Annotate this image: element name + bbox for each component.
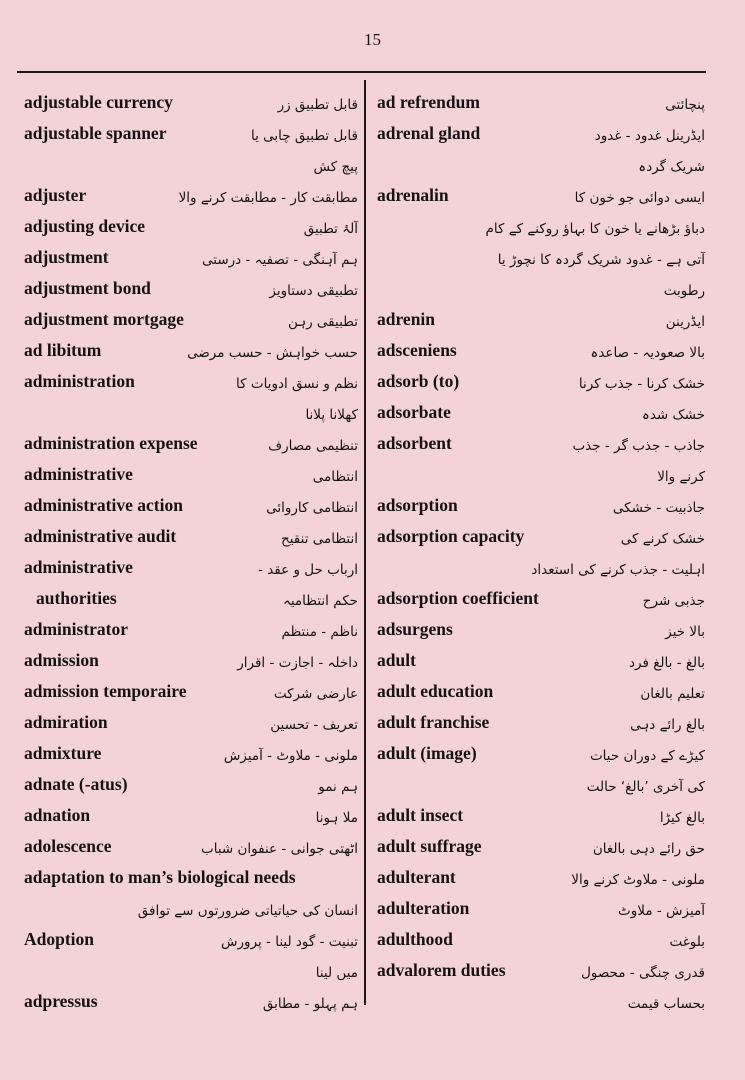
entry-definition: تعلیم بالغان	[640, 686, 705, 702]
dictionary-entry	[377, 803, 705, 834]
entry-definition: پنچائتی	[665, 97, 705, 113]
entry-definition: بالا صعودیہ - صاعدہ	[590, 345, 705, 361]
dictionary-entry	[24, 679, 358, 710]
entry-definition: ایسی دوائی جو خون کا دباؤ بڑھانے یا خون کا بہاؤ روکنے کے کام آتی ہے - غدود شریک گردہ کا نچوڑ یا رطوبت	[485, 190, 705, 299]
entry-definition: ملونی - ملاوٹ کرنے والا	[571, 872, 705, 888]
entry-term: administrative	[24, 464, 133, 484]
entry-definition: تعریف - تحسین	[270, 717, 358, 733]
entry-definition: ملا ہونا	[315, 810, 358, 826]
dictionary-entry	[377, 338, 705, 369]
entry-definition: کیڑے کے دوران حیات کی آخری ’بالغ‘ حالت	[586, 748, 705, 795]
dictionary-entry	[377, 183, 705, 307]
entry-definition: تبنیت - گود لینا - پرورش میں لینا	[221, 934, 358, 981]
entry-term: adjustment mortgage	[24, 309, 184, 329]
dictionary-entry	[24, 927, 358, 989]
dictionary-entry	[24, 834, 358, 865]
entry-definition: ہم آہنگی - تصفیہ - درستی	[202, 252, 358, 268]
entry-definition: جاذب - جذب گر - جذب کرنے والا	[572, 438, 705, 485]
entry-term: ad libitum	[24, 340, 102, 360]
dictionary-entry	[24, 865, 358, 927]
entry-term: adjuster	[24, 185, 87, 205]
dictionary-entry	[24, 772, 358, 803]
dictionary-entry	[24, 245, 358, 276]
entry-definition: ایڈرینل غدود - غدود شریک گردہ	[594, 128, 705, 175]
entry-definition: بالغ رائے دہی	[630, 717, 705, 733]
entry-definition: ناظم - منتظم	[281, 624, 358, 640]
entry-definition: خشک کرنے کی اہلیت - جذب کرنے کی استعداد	[531, 531, 705, 578]
entry-term: adsurgens	[377, 619, 453, 639]
entry-term: adulthood	[377, 929, 453, 949]
entry-term: adjustment	[24, 247, 109, 267]
entry-term: advalorem duties	[377, 960, 506, 980]
dictionary-entry	[377, 617, 705, 648]
page-number: 15	[364, 30, 381, 49]
entry-term: adult franchise	[377, 712, 490, 732]
dictionary-entry	[377, 431, 705, 493]
entry-definition: ایڈرینن	[665, 314, 705, 330]
entry-term: adsorbate	[377, 402, 451, 422]
dictionary-entry	[377, 710, 705, 741]
dictionary-entry	[24, 555, 358, 586]
dictionary-entry	[24, 338, 358, 369]
entry-definition: مطابقت کار - مطابقت کرنے والا	[178, 190, 358, 206]
entry-term: adsorption	[377, 495, 458, 515]
dictionary-entry	[24, 617, 358, 648]
dictionary-entry	[377, 90, 705, 121]
entry-definition: جذبی شرح	[642, 593, 705, 609]
entry-definition: قابل تطبیق زر	[277, 97, 358, 113]
dictionary-entry	[24, 524, 358, 555]
dictionary-entry	[24, 307, 358, 338]
entry-term: adulteration	[377, 898, 470, 918]
entry-term: adult education	[377, 681, 494, 701]
entry-definition: داخلہ - اجازت - اقرار	[237, 655, 358, 671]
entry-definition: قدری چنگی - محصول بحساب قیمت	[581, 965, 705, 1012]
dictionary-entry	[377, 648, 705, 679]
entry-definition: ارباب حل و عقد -	[258, 562, 358, 578]
entry-term: administration	[24, 371, 135, 391]
dictionary-entry	[377, 400, 705, 431]
entry-definition: ہم نمو	[318, 779, 358, 795]
entry-term: adnation	[24, 805, 91, 825]
entry-term: adaptation to man’s biological needs	[24, 867, 296, 887]
dictionary-entry	[24, 741, 358, 772]
entry-definition: تنظیمی مصارف	[268, 438, 358, 454]
entry-term: admission	[24, 650, 99, 670]
entry-definition: نظم و نسق ادویات کا کھلانا پلانا	[236, 376, 358, 423]
top-rule	[17, 71, 706, 73]
entry-term: authorities	[36, 588, 117, 608]
entry-term: adjustable spanner	[24, 123, 167, 143]
entry-term: administration expense	[24, 433, 198, 453]
dictionary-entry	[24, 710, 358, 741]
entry-term: adsorption coefficient	[377, 588, 539, 608]
entry-term: adult insect	[377, 805, 464, 825]
dictionary-entry	[24, 90, 358, 121]
dictionary-entry	[24, 431, 358, 462]
entry-term: adrenal gland	[377, 123, 481, 143]
entry-term: administrative	[24, 557, 133, 577]
entry-term: adpressus	[24, 991, 98, 1011]
entry-definition: حسب خواہش - حسب مرضی	[187, 345, 358, 361]
entry-definition: تطبیقی رہن	[287, 314, 358, 330]
entry-term: adsorbent	[377, 433, 452, 453]
dictionary-entry	[377, 896, 705, 927]
dictionary-entry	[377, 834, 705, 865]
entry-definition: بلوغت	[669, 934, 705, 950]
entry-term: admission temporaire	[24, 681, 187, 701]
entry-definition: ہم پہلو - مطابق	[262, 996, 358, 1012]
entry-term: adsorption capacity	[377, 526, 525, 546]
entry-term: administrative audit	[24, 526, 177, 546]
entry-term: adsorb (to)	[377, 371, 460, 391]
entry-definition: جاذبیت - خشکی	[612, 500, 705, 516]
entry-definition: تطبیقی دستاویز	[269, 283, 358, 299]
dictionary-entry	[24, 989, 358, 1020]
entry-definition: اٹھتی جوانی - عنفوان شباب	[201, 841, 358, 857]
entry-term: adrenin	[377, 309, 436, 329]
dictionary-entry	[377, 524, 705, 586]
entry-term: adsceniens	[377, 340, 457, 360]
entry-definition: آمیزش - ملاوٹ	[618, 903, 705, 919]
dictionary-entry	[377, 865, 705, 896]
entry-definition: حکم انتظامیہ	[282, 593, 358, 609]
entry-term: adolescence	[24, 836, 112, 856]
dictionary-entry	[24, 462, 358, 493]
dictionary-entry	[24, 803, 358, 834]
entry-term: adjustable currency	[24, 92, 173, 112]
entry-definition: انتظامی	[312, 469, 358, 485]
entry-term: adrenalin	[377, 185, 449, 205]
dictionary-entry	[377, 369, 705, 400]
dictionary-entry	[24, 276, 358, 307]
entry-definition: ملونی - ملاوٹ - آمیزش	[223, 748, 358, 764]
entry-term: adult	[377, 650, 416, 670]
entry-definition: خشک شدہ	[641, 407, 705, 423]
entry-definition: بالا خیز	[665, 624, 705, 640]
entry-term: administrator	[24, 619, 129, 639]
entry-definition: حق رائے دہی بالغان	[592, 841, 705, 857]
entry-definition: خشک کرنا - جذب کرنا	[578, 376, 705, 392]
entry-term: ad refrendum	[377, 92, 480, 112]
column-divider	[364, 80, 366, 1005]
dictionary-entry	[24, 648, 358, 679]
entry-term: adult suffrage	[377, 836, 482, 856]
entry-term: administrative action	[24, 495, 183, 515]
dictionary-entry	[24, 493, 358, 524]
entry-definition: بالغ کیڑا	[659, 810, 705, 826]
entry-term: adulterant	[377, 867, 456, 887]
entry-definition: عارضی شرکت	[273, 686, 358, 702]
entry-definition: انتظامی تنقیح	[281, 531, 358, 547]
dictionary-entry	[377, 493, 705, 524]
dictionary-entry	[377, 958, 705, 1020]
entry-definition: قابل تطبیق چابی یا پیچ کش	[251, 128, 358, 175]
entry-definition: انتظامی کاروائی	[266, 500, 358, 516]
dictionary-entry	[24, 121, 358, 183]
dictionary-entry	[24, 214, 358, 245]
left-column	[24, 90, 358, 1020]
entry-term: admiration	[24, 712, 108, 732]
entry-term: adjusting device	[24, 216, 146, 236]
entry-term: adjustment bond	[24, 278, 151, 298]
dictionary-entry	[24, 369, 358, 431]
dictionary-entry	[377, 121, 705, 183]
entry-term: admixture	[24, 743, 102, 763]
dictionary-entry	[377, 586, 705, 617]
dictionary-entry	[24, 183, 358, 214]
dictionary-entry	[377, 679, 705, 710]
entry-term: adnate (-atus)	[24, 774, 128, 794]
dictionary-entry	[377, 927, 705, 958]
entry-definition: بالغ - بالغ فرد	[629, 655, 705, 671]
dictionary-entry	[377, 741, 705, 803]
entry-definition: آلۂ تطبیق	[303, 221, 358, 237]
entry-term: Adoption	[24, 929, 95, 949]
entry-definition: انسان کی حیاتیاتی ضرورتوں سے توافق	[137, 903, 358, 919]
dictionary-entry	[377, 307, 705, 338]
entry-term: adult (image)	[377, 743, 477, 763]
dictionary-entry	[24, 586, 358, 617]
right-column	[377, 90, 705, 1020]
